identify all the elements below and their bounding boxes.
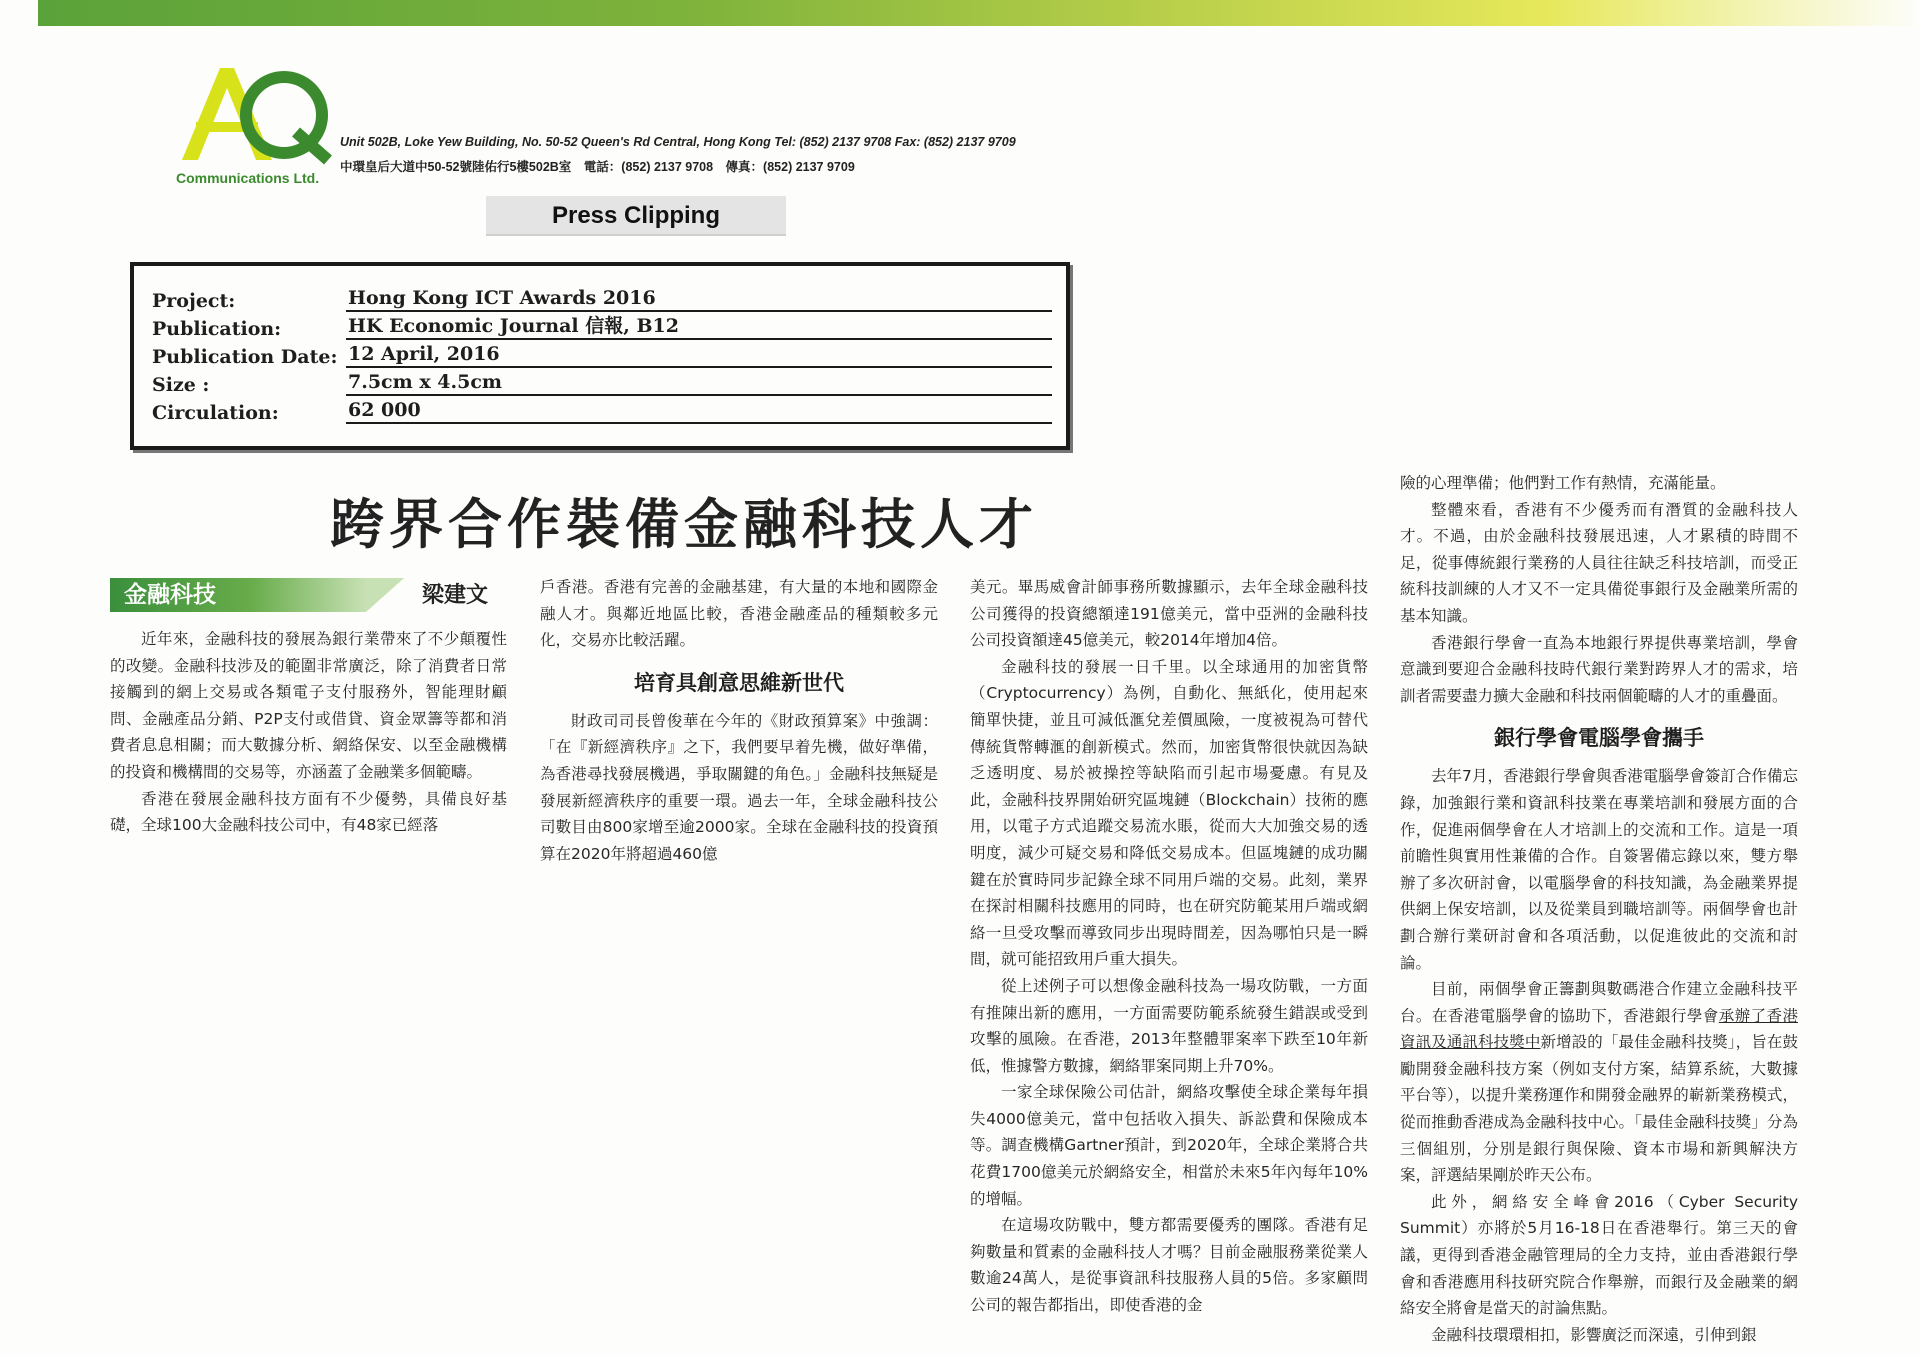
paragraph: 美元。畢馬威會計師事務所數據顯示，去年全球金融科技公司獲得的投資總額達191億美元，當中亞洲的金融科技公司投資額達45億美元，較2014年增加4倍。 [970,578,1368,650]
subheading: 培育具創意思維新世代 [634,670,844,695]
top-color-bar [38,0,1920,26]
paragraph: 戶香港。香港有完善的金融基建，有大量的本地和國際金融人才。與鄰近地區比較，香港金融產品的種類較多元化，交易亦比較活躍。 [540,578,938,650]
info-label: Circulation: [152,402,279,424]
highlighted-text: 承辦了香港資訊及通訊科技獎中 [1400,1006,1798,1052]
company-name: Communications Ltd. [176,170,320,186]
paragraph: 香港銀行學會一直為本地銀行界提供專業培訓，學會意識到要迎合金融科技時代銀行業對跨界人才的需求，培訓者需要盡力擴大金融和科技兩個範疇的人才的重疊面。 [1400,633,1798,705]
info-label: Size : [152,374,210,396]
article-column-1 [110,626,507,839]
circulation-value: 62 000 [346,396,1052,424]
info-label: Publication Date: [152,346,338,368]
paragraph: 從上述例子可以想像金融科技為一場攻防戰，一方面有推陳出新的應用，一方面需要防範系統發生錯誤或受到攻擊的風險。在香港，2013年整體罪案率下跌至10年新低，惟據警方數據，網絡罪案同期上升70%。 [970,976,1368,1075]
press-clipping-label: Press Clipping [486,196,786,236]
article-headline: 跨界合作裝備金融科技人才 [330,493,1038,556]
info-row-size [152,368,1052,396]
subheading: 銀行學會電腦學會攜手 [1494,726,1704,751]
article-column-4 [1400,470,1798,1348]
info-row-publication [152,312,1052,340]
paragraph: 金融科技的發展一日千里。以全球通用的加密貨幣（Cryptocurrency）為例，自動化、無紙化，使用起來簡單快捷，並且可減低滙兌差價風險，一度被視為可替代傳統貨幣轉滙的創新模式。然而，加密貨幣很快就因為缺乏透明度、易於被操控等缺陷而引起市場憂慮。有見及此，金融科技界開始研究區塊鏈（Blockchain）技術的應用，以電子方式追蹤交易流水賬，從而大大加強交易的透明度，減少可疑交易和降低交易成本。但區塊鏈的成功關鍵在於實時同步記錄全球不同用戶端的交易。此刻，業界在探討相關科技應用的同時，也在研究防範某用戶端或網絡一旦受攻擊而導致同步出現時間差，因為哪怕只是一瞬間，就可能招致用戶重大損失。 [970,657,1368,969]
paragraph: 一家全球保險公司估計，網絡攻擊使全球企業每年損失4000億美元，當中包括收入損失、訴訟費和保險成本等。調查機構Gartner預計，到2020年，全球企業將合共花費1700億美元於網絡安全，相當於未來5年內每年10%的增幅。 [970,1083,1368,1208]
date-value: 12 April, 2016 [346,340,1052,368]
paragraph: 此外，網絡安全峰會2016（Cyber Security Summit）亦將於5月16-18日在香港舉行。第三天的會議，更得到香港金融管理局的全力支持，並由香港銀行學會和香港應用科技研究院合作舉辦，而銀行及金融業的網絡安全將會是當天的討論焦點。 [1400,1192,1798,1318]
paragraph: 香港在發展金融科技方面有不少優勢，具備良好基礎，全球100大金融科技公司中，有48家已經落 [110,789,507,835]
publication-value: HK Economic Journal 信報, B12 [346,312,1052,340]
paragraph [1400,976,1798,1189]
paragraph: 財政司司長曾俊華在今年的《財政預算案》中強調：「在『新經濟秩序』之下，我們要早着先機，做好準備，為香港尋找發展機遇，爭取關鍵的角色。」金融科技無疑是發展新經濟秩序的重要一環。過去一年，全球金融科技公司數目由800家增至逾2000家。全球在金融科技的投資預算在2020年將超過460億 [540,711,938,863]
text: 新增設的「最佳金融科技獎」，旨在鼓勵開發金融科技方案（例如支付方案，結算系統，大數據平台等），以提升業務運作和開發金融界的嶄新業務模式，從而推動香港成為金融科技中心。「最佳金融科技獎」分為三個組別，分別是銀行與保險、資本市場和新興解決方案，評選結果剛於昨天公布。 [1400,1033,1798,1185]
article-column-2 [540,574,938,867]
paragraph: 險的心理準備；他們對工作有熱情，充滿能量。 [1400,474,1726,492]
info-row-date [152,340,1052,368]
size-value: 7.5cm x 4.5cm [346,368,1052,396]
paragraph: 近年來，金融科技的發展為銀行業帶來了不少顛覆性的改變。金融科技涉及的範圍非常廣泛，除了消費者日常接觸到的網上交易或各類電子支付服務外，智能理財顧問、金融產品分銷、P2P支付或借貸、資金眾籌等都和消費者息息相關；而大數據分析、網絡保安、以至金融機構的投資和機構間的交易等，亦涵蓋了金融業多個範疇。 [110,630,507,781]
column-tag: 金融科技 [110,578,366,612]
project-value: Hong Kong ICT Awards 2016 [346,284,1052,312]
info-label: Publication: [152,318,282,340]
info-row-circulation [152,396,1052,424]
clipping-info-box [130,262,1070,450]
address-chinese: 中環皇后大道中50-52號陸佑行5樓502B室 電話：(852) 2137 9708 傳真：(852) 2137 9709 [340,160,855,174]
paragraph: 整體來看，香港有不少優秀而有潛質的金融科技人才。不過，由於金融科技發展迅速，人才累積的時間不足，從事傳統銀行業務的人員往往缺乏科技培訓，而受正統科技訓練的人才又不一定具備從事銀行及金融業所需的基本知識。 [1400,500,1798,625]
paragraph: 在這場攻防戰中，雙方都需要優秀的團隊。香港有足夠數量和質素的金融科技人才嗎？目前金融服務業從業人數逾24萬人，是從事資訊科技服務人員的5倍。多家顧問公司的報告都指出，即使香港的金 [970,1216,1368,1315]
paragraph: 金融科技環環相扣，影響廣泛而深遠，引伸到銀 [1431,1325,1757,1344]
paragraph: 去年7月，香港銀行學會與香港電腦學會簽訂合作備忘錄，加強銀行業和資訊科技業在專業培訓和發展方面的合作，促進兩個學會在人才培訓上的交流和工作。這是一項前瞻性與實用性兼備的合作。自簽署備忘錄以來，雙方舉辦了多次研討會，以電腦學會的科技知識，為金融業界提供網上保安培訓，以及從業員到職培訓等。兩個學會也計劃合辦行業研討會和各項活動，以促進彼此的交流和討論。 [1400,767,1798,972]
article-column-3 [970,574,1368,1319]
address-english: Unit 502B, Loke Yew Building, No. 50-52 Queen's Rd Central, Hong Kong Tel: (852) 2137 9708 Fax: (852) 2137 9709 [340,135,1016,149]
info-label: Project: [152,290,236,312]
info-row-project [152,284,1052,312]
author-name: 梁建文 [422,583,489,608]
text: 目前，兩個學會正籌劃與數碼港合作建立金融科技平台。在香港電腦學會的協助下，香港銀行學會 [1400,980,1798,1025]
